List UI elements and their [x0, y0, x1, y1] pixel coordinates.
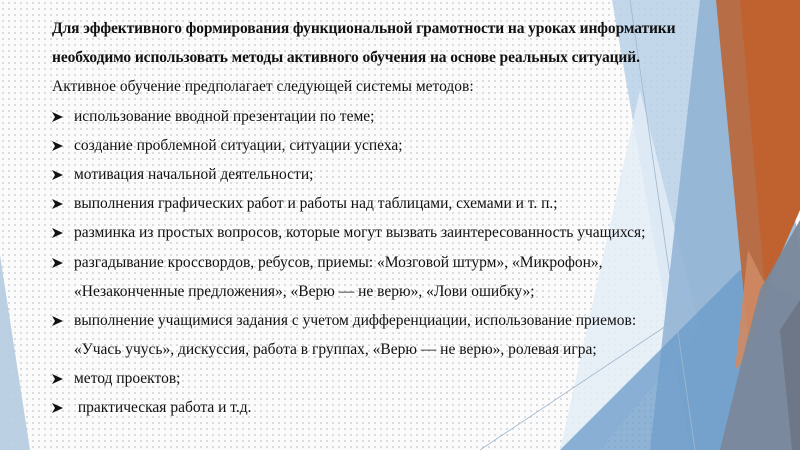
list-item-text: мотивация начальной деятельности;: [74, 165, 314, 183]
list-item-text: метод проектов;: [74, 370, 181, 388]
heading-line-1: Для эффективного формирования функциональной грамотности на уроках информатики: [52, 20, 676, 37]
list-item: [52, 131, 752, 160]
list-item: [52, 393, 752, 422]
heading-line-2: необходимо использовать методы активного обучения на основе реальных ситуаций.: [52, 49, 640, 67]
left-blue-triangle: [0, 255, 30, 450]
list-item: [52, 218, 752, 247]
arrowhead-bullet-icon: [52, 218, 74, 247]
list-item-text: разминка из простых вопросов, которые могут вызвать заинтересованность учащихся;: [74, 224, 646, 242]
list-item-text: разгадывание кроссвордов, ребусов, приемы: «Мозговой штурм», «Микрофон»,: [74, 253, 603, 271]
arrowhead-bullet-icon: [52, 102, 74, 131]
slide-text-body: [52, 14, 752, 423]
arrowhead-bullet-icon: [52, 306, 74, 335]
arrowhead-bullet-icon: [52, 131, 74, 160]
list-item: [52, 102, 752, 131]
arrowhead-bullet-icon: [52, 160, 74, 189]
list-item: [52, 189, 752, 218]
list-item: [52, 306, 752, 335]
list-item-text: практическая работа и т.д.: [74, 399, 252, 417]
arrowhead-bullet-icon: [52, 189, 74, 218]
list-item-text: создание проблемной ситуации, ситуации успеха;: [74, 136, 403, 154]
intro-text: Активное обучение предполагает следующей системы методов:: [52, 78, 474, 96]
arrowhead-bullet-icon: [52, 248, 74, 277]
list-item-continuation: «Незаконченные предложения», «Верю — не верю», «Лови ошибку»;: [74, 282, 535, 300]
list-item-text: выполнение учащимися задания с учетом дифференциации, использование приемов:: [74, 311, 637, 329]
list-item: [52, 160, 752, 189]
list-item-text: выполнения графических работ и работы над таблицами, схемами и т. п.;: [74, 195, 558, 213]
list-item-text: использование вводной презентации по теме;: [74, 107, 375, 125]
arrowhead-bullet-icon: [52, 393, 74, 422]
list-item: [52, 248, 752, 277]
list-item: [52, 364, 752, 393]
list-item-continuation: «Учась учусь», дискуссия, работа в группах, «Верю — не верю», ролевая игра;: [74, 341, 597, 359]
arrowhead-bullet-icon: [52, 364, 74, 393]
